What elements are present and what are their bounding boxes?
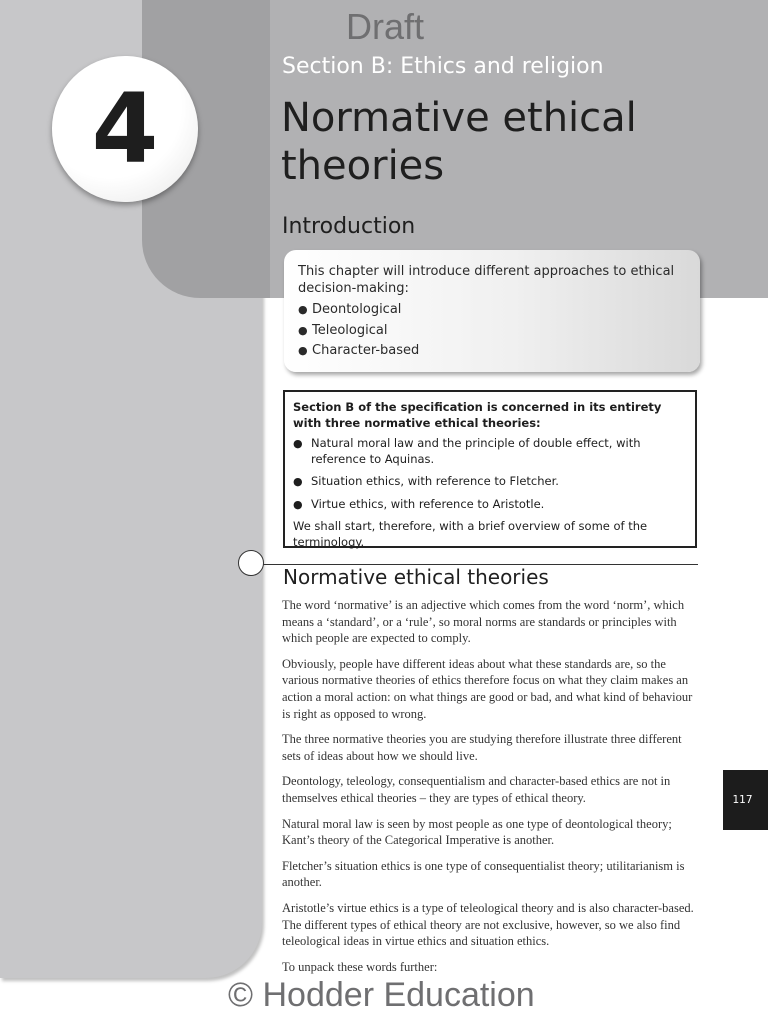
copyright-footer: © Hodder Education [228,976,535,1014]
chapter-title [281,94,721,190]
paragraph: To unpack these words further: [282,959,438,974]
bullet-icon: ● [293,437,303,450]
chapter-title-line2: theories [281,143,445,189]
paragraph: Deontology, teleology, consequentialism and character-based ethics are not in themselves ethical theories – they are types of ethical theory. [282,774,671,805]
bullet-icon: ● [293,475,303,488]
introduction-heading: Introduction [282,214,416,239]
paragraph: Obviously, people have different ideas about what these standards are, so the various normative theories of ethics therefore focus on what they claim makes an action a moral action: on what things are good or bad, and what kind of behaviour is right as opposed to wrong. [282,656,693,721]
section-label: Section B: Ethics and religion [282,54,604,79]
specification-lead: Section B of the specification is concerned in its entirety with three normative ethical theories: [293,400,662,430]
bullet-icon: ● [293,497,303,511]
introduction-box [284,250,700,372]
bullet-icon [298,323,312,338]
list-item: ● Situation ethics, with reference to Fletcher. [293,474,559,488]
chapter-title-line1: Normative ethical [281,95,637,141]
introduction-list [298,300,686,362]
bullet-icon [298,302,312,317]
paragraph: Aristotle’s virtue ethics is a type of teleological theory and is also character-based. The different types of ethical theory are not exclusive, however, so we also find teleological ideas in virtue ethics and situation ethics. [282,900,694,949]
list-item: ● Teleological [298,321,686,342]
list-item: ● Character-based [298,341,686,362]
paragraph: Natural moral law is seen by most people as one type of deontological theory; Kant’s theory of the Categorical Imperative is another. [282,816,672,848]
specification-closing: We shall start, therefore, with a brief overview of some of the terminology. [293,519,648,549]
section-heading: Normative ethical theories [283,565,549,589]
draft-watermark: Draft [346,6,425,47]
page-number: 117 [732,794,753,806]
paragraph: The three normative theories you are studying therefore illustrate three different sets of ideas about how we should live. [282,732,682,763]
specification-box [283,390,697,548]
specification-list [293,436,687,512]
bullet-icon [298,343,312,358]
chapter-number-badge [52,56,198,202]
list-item: ● Deontological [298,300,686,321]
page-number-tab [723,770,768,830]
paragraph: The word ‘normative’ is an adjective which comes from the word ‘norm’, which means a ‘standard’, or a ‘rule’, so moral norms are standards or principles with which people are expected to comply. [282,598,685,646]
chapter-number: 4 [91,73,159,185]
introduction-text: This chapter will introduce different approaches to ethical decision-making: [298,264,675,296]
body-text [282,597,700,984]
list-item: ● Virtue ethics, with reference to Aristotle. [293,496,545,511]
paragraph: Fletcher’s situation ethics is one type of consequentialist theory; utilitarianism is another. [282,858,685,890]
section-marker-icon [238,550,264,576]
list-item: ● Natural moral law and the principle of double effect, with reference to Aquinas. [293,436,641,466]
